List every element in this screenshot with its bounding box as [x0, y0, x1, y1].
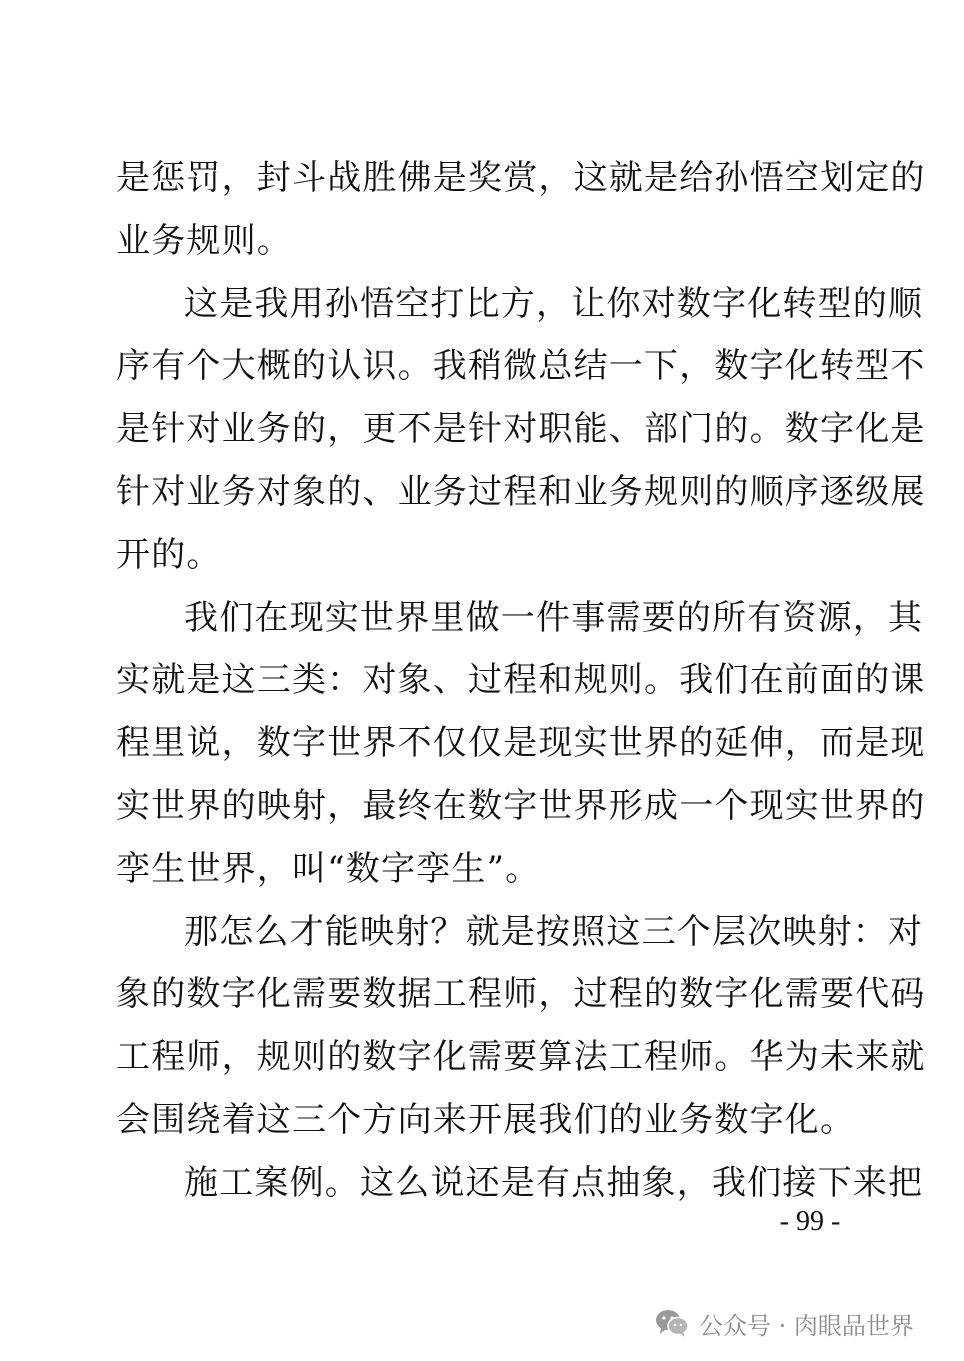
text-line: 工程师，规则的数字化需要算法工程师。华为未来就	[116, 1037, 926, 1078]
watermark-footer	[655, 1303, 914, 1343]
text-line: 开的。	[116, 534, 222, 575]
text-line: 实世界的映射，最终在数字世界形成一个现实世界的	[116, 785, 926, 826]
text-line: 序有个大概的认识。我稍微总结一下，数字化转型不	[116, 346, 926, 387]
text-line: 实就是这三类：对象、过程和规则。我们在前面的课	[116, 660, 926, 701]
text-line: 会围绕着这三个方向来开展我们的业务数字化。	[116, 1099, 856, 1140]
text-line: 施工案例。这么说还是有点抽象，我们接下来把	[184, 1162, 924, 1203]
text-line: 象的数字化需要数据工程师，过程的数字化需要代码	[116, 974, 926, 1015]
text-line: 业务规则。	[116, 220, 292, 261]
text-line: 针对业务对象的、业务过程和业务规则的顺序逐级展	[116, 471, 926, 512]
text-line: 是针对业务的，更不是针对职能、部门的。数字化是	[116, 409, 926, 450]
wechat-icon	[655, 1308, 689, 1338]
document-body	[116, 147, 926, 1215]
text-line: 这是我用孙悟空打比方，让你对数字化转型的顺	[184, 283, 924, 324]
text-line: 是惩罚，封斗战胜佛是奖赏，这就是给孙悟空划定的	[116, 158, 926, 198]
text-line: 孪生世界，叫“数字孪生”。	[116, 848, 541, 889]
page-number: - 99 -	[779, 1206, 841, 1237]
text-line: 我们在现实世界里做一件事需要的所有资源，其	[184, 597, 924, 638]
text-line: 程里说，数字世界不仅仅是现实世界的延伸，而是现	[116, 723, 926, 764]
watermark-text: 公众号 · 肉眼品世界	[699, 1311, 914, 1340]
text-line: 那怎么才能映射？就是按照这三个层次映射：对	[184, 911, 924, 952]
